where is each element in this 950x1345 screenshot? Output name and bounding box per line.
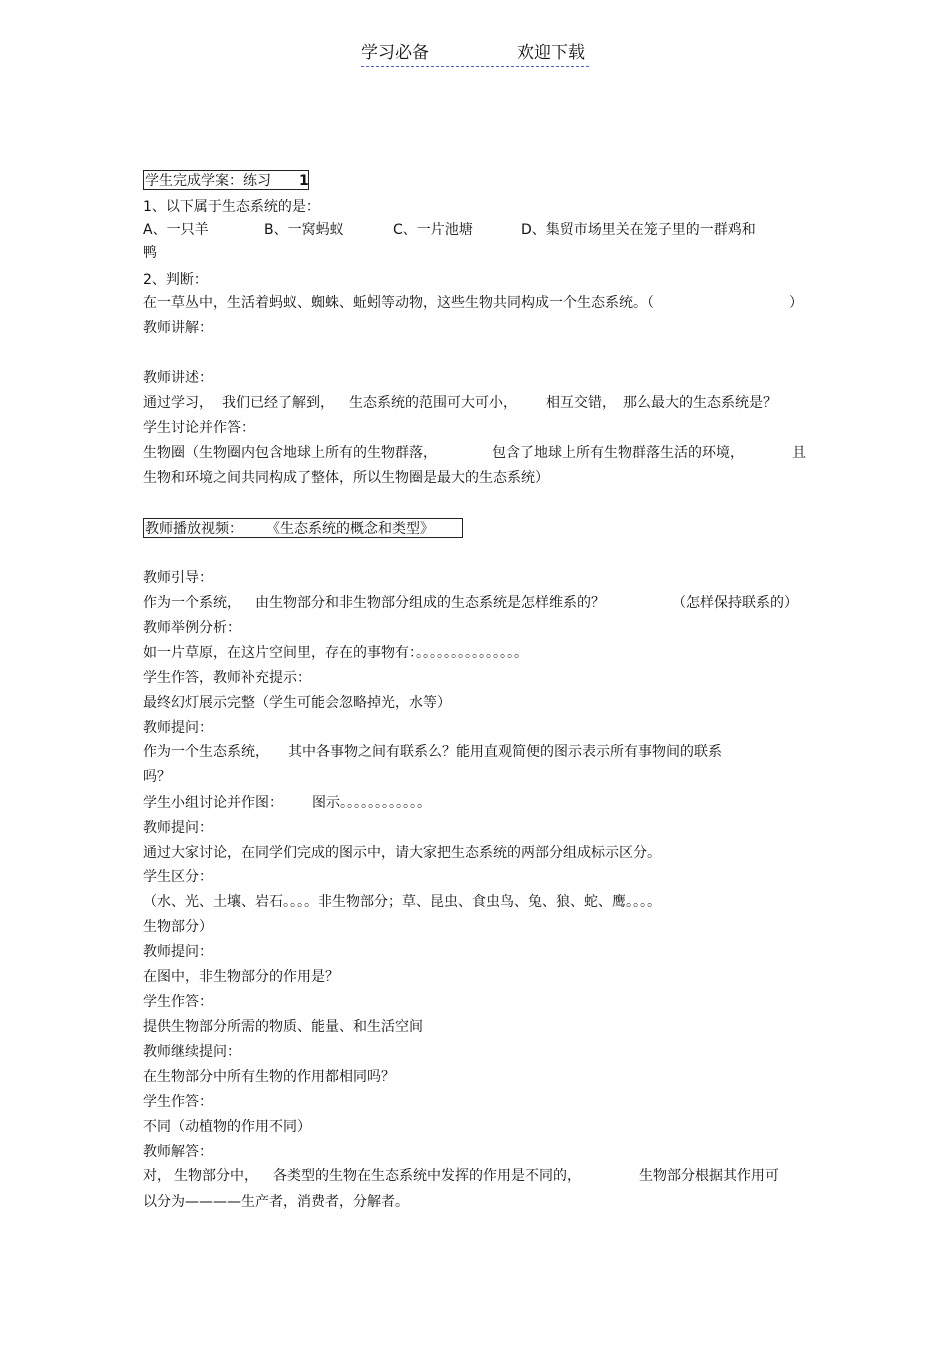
slide-display: 最终幻灯展示完整（学生可能会忽略掉光，水等） xyxy=(143,695,451,711)
student-answer-2: 学生作答： xyxy=(143,1094,213,1110)
system-seg-2: 由生物部分和非生物部分组成的生态系统是怎样维系的？ xyxy=(255,595,605,611)
system-question-row xyxy=(143,594,803,612)
parts-list: （水、光、土壤、岩石。。。。非生物部分；草、昆虫、食虫鸟、兔、狼、蛇、鹰。。。。 xyxy=(143,894,661,910)
roles-seg-4: 生物部分根据其作用可 xyxy=(639,1168,779,1184)
teacher-continue-ask: 教师继续提问： xyxy=(143,1044,241,1060)
nonliving-role-answer: 提供生物部分所需的物质、能量、和生活空间 xyxy=(143,1019,423,1035)
relation-question-row xyxy=(143,743,803,761)
group-draw-seg-2: 图示。。。。。。。。。。。。 xyxy=(312,795,431,811)
teacher-ask-2: 教师提问： xyxy=(143,820,213,836)
question-2: 2、判断： xyxy=(143,272,208,288)
teacher-example: 教师举例分析： xyxy=(143,620,241,636)
roles-seg-2: 生物部分中， xyxy=(174,1168,258,1184)
roles-seg-1: 对， xyxy=(143,1168,171,1184)
system-seg-1: 作为一个系统， xyxy=(143,595,241,611)
biosphere-seg-1: 生物圈（生物圈内包含地球上所有的生物群落， xyxy=(143,445,437,461)
student-answer-1: 学生作答： xyxy=(143,994,213,1010)
relation-seg-1: 作为一个生态系统， xyxy=(143,744,269,760)
teacher-explain: 教师讲解： xyxy=(143,320,213,336)
narrate-seg-4: 相互交错， xyxy=(546,395,616,411)
biosphere-seg-3: 且 xyxy=(792,445,806,461)
narrate-seg-5: 那么最大的生态系统是？ xyxy=(623,395,777,411)
roles-seg-3: 各类型的生物在生态系统中发挥的作用是不同的， xyxy=(273,1168,581,1184)
roles-row xyxy=(143,1167,803,1185)
biosphere-seg-2: 包含了地球上所有生物群落生活的环境， xyxy=(492,445,744,461)
page-header xyxy=(361,42,589,67)
roles-list: 以分为————生产者，消费者，分解者。 xyxy=(143,1194,409,1210)
system-seg-3: （怎样保持联系的） xyxy=(672,595,798,611)
video-box xyxy=(143,518,463,538)
biosphere-row xyxy=(143,444,808,462)
video-label: 教师播放视频： xyxy=(145,521,243,537)
option-d: D、集贸市场里关在笼子里的一群鸡和 xyxy=(521,222,756,238)
video-title: 《生态系统的概念和类型》 xyxy=(266,521,434,537)
narrate-row xyxy=(143,394,803,412)
option-d-continued: 鸭 xyxy=(143,245,157,261)
option-b: B、一窝蚂蚁 xyxy=(264,222,344,238)
narrate-seg-3: 生态系统的范围可大可小， xyxy=(349,395,517,411)
question-2-paren-close: ） xyxy=(789,295,803,311)
relation-seg-2: 其中各事物之间有联系么？能用直观简便的图示表示所有事物间的联系 xyxy=(288,744,722,760)
student-answer-hint: 学生作答，教师补充提示： xyxy=(143,670,311,686)
header-right-text: 欢迎下载 xyxy=(517,43,585,63)
exercise-box-text: 学生完成学案：练习 xyxy=(145,173,271,189)
teacher-ask-3: 教师提问： xyxy=(143,944,213,960)
parts-list-end: 生物部分） xyxy=(143,919,213,935)
narrate-seg-1: 通过学习， xyxy=(143,395,213,411)
relation-question-end: 吗？ xyxy=(143,769,171,785)
teacher-ask-1: 教师提问： xyxy=(143,720,213,736)
teacher-guide: 教师引导： xyxy=(143,570,213,586)
header-left-text: 学习必备 xyxy=(361,43,429,63)
nonliving-role-question: 在图中，非生物部分的作用是？ xyxy=(143,969,339,985)
living-role-answer: 不同（动植物的作用不同） xyxy=(143,1119,311,1135)
teacher-answer: 教师解答： xyxy=(143,1144,213,1160)
exercise-box xyxy=(143,170,309,190)
student-distinguish: 学生区分： xyxy=(143,869,213,885)
student-discuss: 学生讨论并作答： xyxy=(143,420,255,436)
question-1-options xyxy=(143,221,783,239)
group-draw-row xyxy=(143,794,643,812)
narrate-seg-2: 我们已经了解到， xyxy=(222,395,334,411)
mark-parts-instruction: 通过大家讨论，在同学们完成的图示中，请大家把生态系统的两部分组成标示区分。 xyxy=(143,845,661,861)
exercise-box-number: 1 xyxy=(299,173,309,189)
question-2-statement-row xyxy=(143,294,803,312)
teacher-narrate: 教师讲述： xyxy=(143,370,213,386)
question-2-statement: 在一草丛中，生活着蚂蚁、蜘蛛、蚯蚓等动物，这些生物共同构成一个生态系统。（ xyxy=(143,295,654,311)
living-role-question: 在生物部分中所有生物的作用都相同吗？ xyxy=(143,1069,395,1085)
grassland-example: 如一片草原，在这片空间里，存在的事物有：。。。。。。。。。。。。。。。 xyxy=(143,645,528,661)
option-a: A、一只羊 xyxy=(143,222,209,238)
question-1: 1、以下属于生态系统的是： xyxy=(143,199,320,215)
option-c: C、一片池塘 xyxy=(393,222,473,238)
biosphere-continued: 生物和环境之间共同构成了整体，所以生物圈是最大的生态系统） xyxy=(143,470,549,486)
group-draw-seg-1: 学生小组讨论并作图： xyxy=(143,795,283,811)
